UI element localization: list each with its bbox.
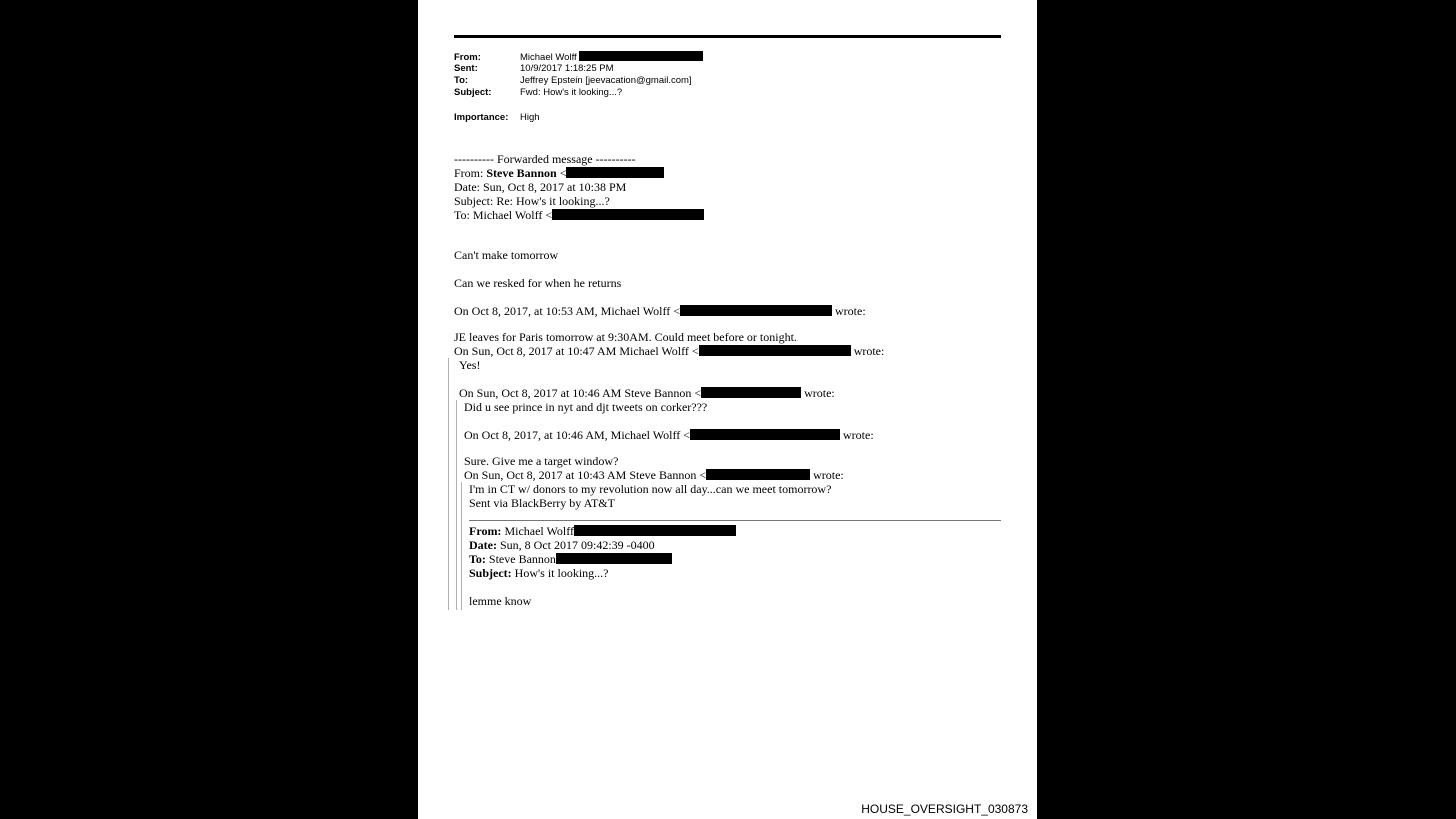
original-subject-value: How's it looking...? xyxy=(511,566,609,580)
original-subject xyxy=(469,566,609,580)
bates-number: HOUSE_OVERSIGHT_030873 xyxy=(861,802,1028,816)
quote-bar-level-3 xyxy=(461,482,462,610)
original-to-label: To: xyxy=(469,552,486,566)
redaction-box xyxy=(579,51,703,61)
header-sent-row xyxy=(454,63,614,75)
quote4-header xyxy=(464,428,874,442)
header-importance-label: Importance: xyxy=(454,112,509,123)
body-line-2: Can we resked for when he returns xyxy=(454,276,622,290)
quote3-wrote: wrote: xyxy=(801,386,835,400)
quote1-wrote: wrote: xyxy=(832,304,866,318)
quote-bar-level-2 xyxy=(456,400,457,610)
forwarded-date: Date: Sun, Oct 8, 2017 at 10:38 PM xyxy=(454,180,627,194)
forwarded-divider: ---------- Forwarded message ---------- xyxy=(454,152,636,166)
quote1-header-text: On Oct 8, 2017, at 10:53 AM, Michael Wolff < xyxy=(454,304,681,318)
redaction-box xyxy=(552,209,704,220)
quote2-text: Yes! xyxy=(459,358,481,372)
original-body: lemme know xyxy=(469,594,532,608)
header-importance-row xyxy=(454,112,540,124)
quote4-wrote: wrote: xyxy=(840,428,874,442)
forwarded-from xyxy=(454,166,664,180)
original-from-value: Michael Wolff xyxy=(501,524,575,538)
header-to-value: Jeffrey Epstein [jeevacation@gmail.com] xyxy=(520,75,692,86)
original-to xyxy=(469,552,672,566)
original-date-label: Date: xyxy=(469,538,497,552)
quote3-header xyxy=(459,386,835,400)
quote3-header-text: On Sun, Oct 8, 2017 at 10:46 AM Steve Bannon < xyxy=(459,386,702,400)
forwarded-to-prefix: To: Michael Wolff < xyxy=(454,208,553,222)
quote5-header-text: On Sun, Oct 8, 2017 at 10:43 AM Steve Bannon < xyxy=(464,468,707,482)
original-to-value: Steve Bannon xyxy=(485,552,556,566)
header-from-label: From: xyxy=(454,52,481,63)
quote-bar-level-1 xyxy=(448,358,449,610)
header-sent-label: Sent: xyxy=(454,63,478,74)
original-date-value: Sun, 8 Oct 2017 09:42:39 -0400 xyxy=(496,538,655,552)
original-message-divider xyxy=(469,520,1001,521)
redaction-box xyxy=(701,387,801,398)
quote4-text: Sure. Give me a target window? xyxy=(464,454,619,468)
header-subject-label: Subject: xyxy=(454,87,492,98)
original-date xyxy=(469,538,655,552)
header-subject-value: Fwd: How's it looking...? xyxy=(520,87,623,98)
quote5-signature: Sent via BlackBerry by AT&T xyxy=(469,496,615,510)
document-page xyxy=(418,0,1037,819)
header-importance-value: High xyxy=(520,112,540,123)
header-subject-row xyxy=(454,87,622,99)
quote5-header xyxy=(464,468,844,482)
forwarded-subject: Subject: Re: How's it looking...? xyxy=(454,194,610,208)
quote1-header xyxy=(454,304,866,318)
original-from xyxy=(469,524,736,538)
forwarded-from-name: Steve Bannon xyxy=(486,166,557,180)
redaction-box xyxy=(566,167,664,178)
forwarded-from-prefix: From: xyxy=(454,166,487,180)
redaction-box xyxy=(699,345,851,356)
redaction-box xyxy=(680,305,832,316)
redaction-box xyxy=(690,429,840,440)
quote1-text: JE leaves for Paris tomorrow at 9:30AM. Could meet before or tonight. xyxy=(454,330,797,344)
quote5-text: I'm in CT w/ donors to my revolution now all day...can we meet tomorrow? xyxy=(469,482,832,496)
header-divider xyxy=(454,35,1001,38)
header-sent-value: 10/9/2017 1:18:25 PM xyxy=(520,63,614,74)
header-from-value: Michael Wolff xyxy=(520,52,577,63)
quote3-text: Did u see prince in nyt and djt tweets on corker??? xyxy=(464,400,708,414)
quote2-header xyxy=(454,344,884,358)
redaction-box xyxy=(556,553,672,564)
header-to-label: To: xyxy=(454,75,469,86)
quote2-wrote: wrote: xyxy=(850,344,885,358)
header-to-row xyxy=(454,75,692,87)
quote2-header-text: On Sun, Oct 8, 2017 at 10:47 AM Michael Wolff < xyxy=(454,344,699,358)
redaction-box xyxy=(574,525,736,536)
quote5-wrote: wrote: xyxy=(810,468,844,482)
body-line-1: Can't make tomorrow xyxy=(454,248,559,262)
original-from-label: From: xyxy=(469,524,502,538)
original-subject-label: Subject: xyxy=(469,566,512,580)
quote4-header-text: On Oct 8, 2017, at 10:46 AM, Michael Wolff < xyxy=(464,428,691,442)
forwarded-to xyxy=(454,208,704,222)
redaction-box xyxy=(706,469,810,480)
forwarded-from-suffix: < xyxy=(556,166,567,180)
